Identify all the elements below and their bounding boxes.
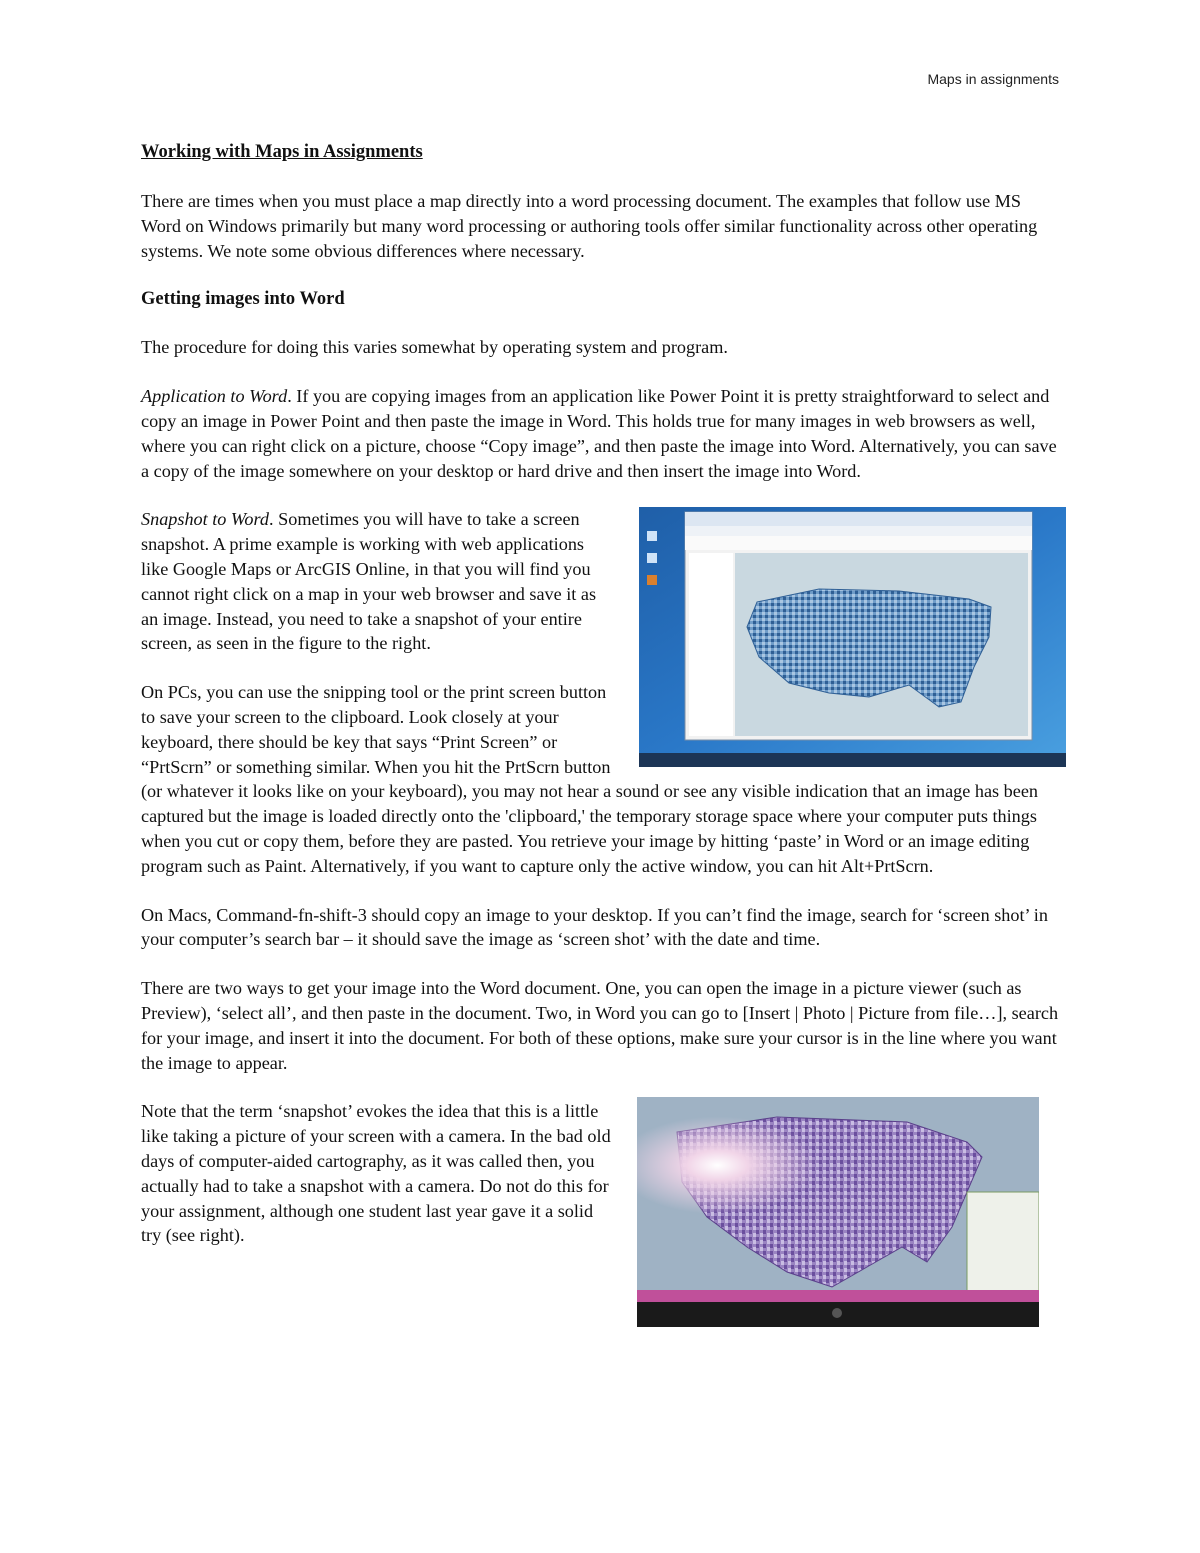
- two-ways-paragraph: There are two ways to get your image into the Word document. One, you can open the image in a picture viewer (such as Preview), ‘select all’, and then paste in the document. Two, in Word you can go to [Insert | Photo | Picture from file…], search for your image, and insert it into the document. For both of these options, make sure your cursor is in the line where you want the image to appear.: [141, 978, 1059, 1073]
- macs-paragraph: On Macs, Command-fn-shift-3 should copy an image to your desktop. If you can’t find the image, search for ‘screen shot’ in your computer’s search bar – it should save the image as ‘screen shot’ with the date and time.: [141, 904, 1048, 950]
- note-paragraph: Note that the term ‘snapshot’ evokes the idea that this is a little like taking a picture of your screen with a camera. In the bad old days of computer-aided cartography, as it was called then, you actually had to take a snapshot with a camera. Do not do this for your assignment, although one student last year gave it a solid try (see right).: [141, 1101, 611, 1246]
- intro-paragraph: There are times when you must place a map directly into a word processing document. The examples that follow use MS Word on Windows primarily but many word processing or authoring tools offer similar functionality across other operating systems. We note some obvious differences where necessary.: [141, 191, 1038, 261]
- procedure-paragraph: The procedure for doing this varies somewhat by operating system and program.: [141, 337, 728, 358]
- application-to-word-paragraph: [141, 384, 1061, 483]
- section-heading: Getting images into Word: [141, 289, 345, 310]
- application-to-word-lead: Application to Word: [141, 386, 288, 407]
- snapshot-to-word-lead: Snapshot to Word: [141, 509, 270, 530]
- camera-photo-figure: [637, 1097, 1039, 1327]
- pcs-paragraph: On PCs, you can use the snipping tool or the print screen button to save your screen to the clipboard. Look closely at your keyboard, there should be key that says “Print Screen” or “PrtScrn” or something similar. When you hit the PrtScrn button (or whatever it looks like on your keyboard), you may not hear a sound or see any visible indication that an image has been captured but the image is loaded directly onto the 'clipboard,' the temporary storage space where your computer puts things when you cut or copy them, before they are pasted. You retrieve your image by hitting ‘paste’ in Word or an image editing program such as Paint. Alternatively, if you want to capture only the active window, you can hit Alt+PrtScrn.: [141, 682, 1038, 876]
- screen-snapshot-figure: [639, 507, 1066, 767]
- document-body: [141, 140, 1061, 1327]
- running-header: Maps in assignments: [927, 71, 1059, 87]
- snapshot-to-word-text: . Sometimes you will have to take a screen snapshot. A prime example is working with web applications like Google Maps or ArcGIS Online, in that you will find you cannot right click on a map in your web browser and save it as an image. Instead, you need to take a snapshot of your entire screen, as seen in the figure to the right.: [141, 509, 597, 654]
- document-title: Working with Maps in Assignments: [141, 142, 423, 162]
- application-to-word-text: . If you are copying images from an application like Power Point it is pretty straightforward to select and copy an image in Power Point and then paste the image in Word. This holds true for many images in web browsers as well, where you can right click on a picture, choose “Copy image”, and then paste the image into Word. Alternatively, you can save a copy of the image somewhere on your desktop or hard drive and then insert the image into Word.: [141, 386, 1057, 481]
